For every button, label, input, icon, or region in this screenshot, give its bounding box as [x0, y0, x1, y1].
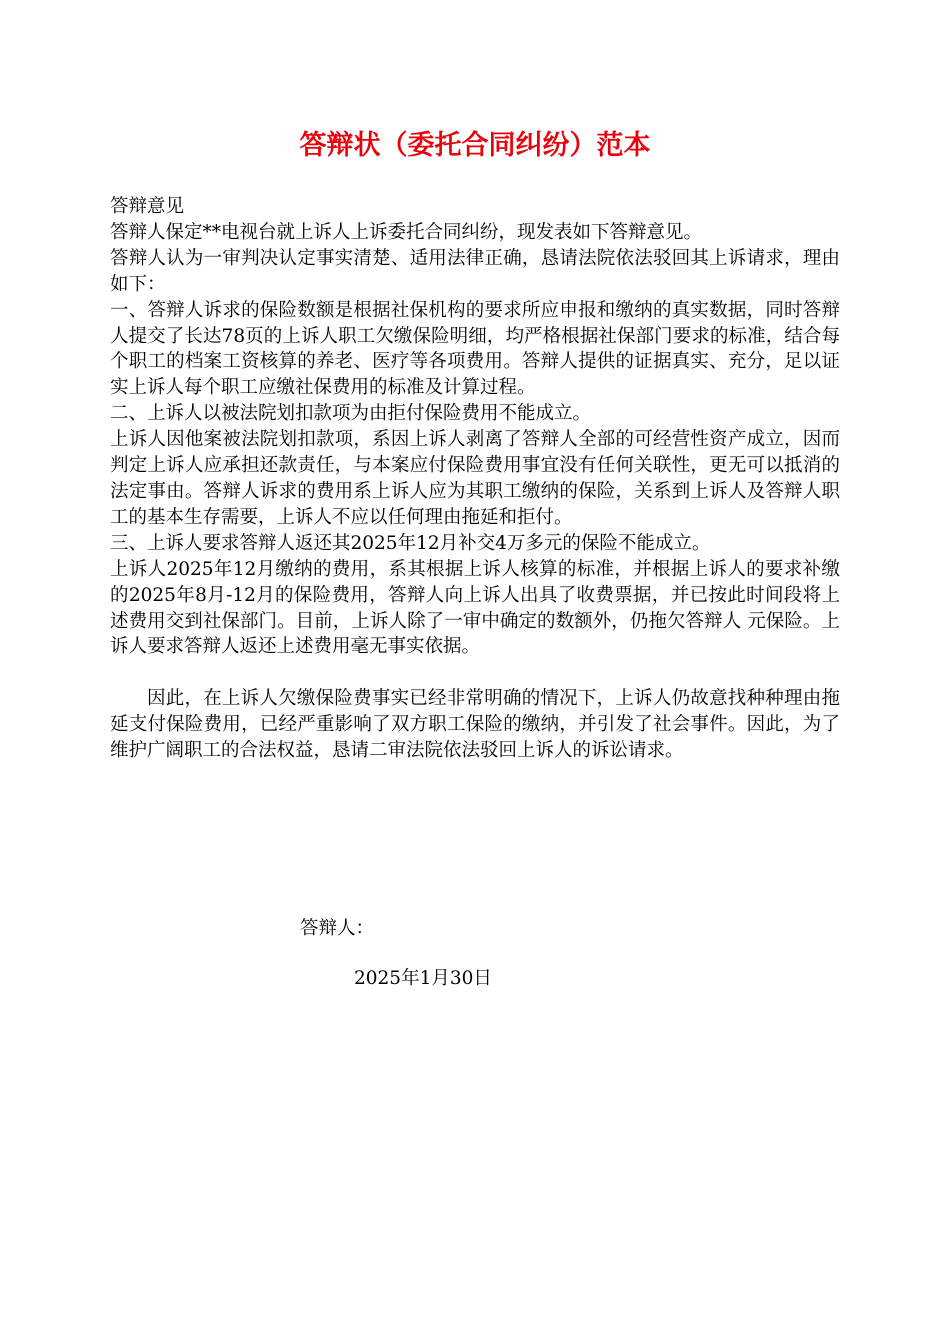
point1-paragraph: 一、答辩人诉求的保险数额是根据社保机构的要求所应申报和缴纳的真实数据，同时答辩人提交了长达78页的上诉人职工欠缴保险明细，均严格根据社保部门要求的标准，结合每个职工的档案工资核算的养老、医疗等各项费用。答辩人提供的证据真实、充分，足以证实上诉人每个职工应缴社保费用的标准及计算过程。 — [110, 299, 840, 399]
heading-line: 答辩意见 — [110, 196, 185, 217]
intro-paragraph: 答辩人保定**电视台就上诉人上诉委托合同纠纷，现发表如下答辩意见。 — [110, 221, 703, 243]
document-body — [110, 194, 840, 764]
point2-paragraph: 上诉人因他案被法院划扣款项，系因上诉人剥离了答辩人全部的可经营性资产成立，因而判定上诉人应承担还款责任，与本案应付保险费用事宜没有任何关联性，更无可以抵消的法定事由。答辩人诉求的费用系上诉人应为其职工缴纳的保险，关系到上诉人及答辩人职工的基本生存需要，上诉人不应以任何理由拖延和拒付。 — [110, 429, 840, 528]
point3-title: 三、上诉人要求答辩人返还其2025年12月补交4万多元的保险不能成立。 — [110, 532, 711, 554]
point2-title: 二、上诉人以被法院划扣款项为由拒付保险费用不能成立。 — [110, 403, 592, 425]
signer-label: 答辩人： — [300, 918, 375, 939]
conclusion-paragraph: 因此，在上诉人欠缴保险费事实已经非常明确的情况下，上诉人仍故意找种种理由拖延支付保险费用，已经严重影响了双方职工保险的缴纳，并引发了社会事件。因此，为了维护广阔职工的合法权益，恳请二审法院依法驳回上诉人的诉讼请求。 — [110, 688, 840, 762]
point3-paragraph: 上诉人2025年12月缴纳的费用，系其根据上诉人核算的标准，并根据上诉人的要求补缴的2025年8月-12月的保险费用，答辩人向上诉人出具了收费票据，并已按此时间段将上述费用交到社保部门。目前，上诉人除了一审中确定的数额外，仍拖欠答辩人 元保险。上诉人要求答辩人返还上述费用毫无事实依据。 — [110, 558, 840, 658]
opinion-paragraph: 答辩人认为一审判决认定事实清楚、适用法律正确，恳请法院依法驳回其上诉请求，理由 如下： — [110, 247, 840, 295]
document-title: 答辩状（委托合同纠纷）范本 — [299, 130, 651, 161]
signature-date: 2025年1月30日 — [354, 968, 492, 989]
paragraph-gap — [110, 660, 840, 686]
